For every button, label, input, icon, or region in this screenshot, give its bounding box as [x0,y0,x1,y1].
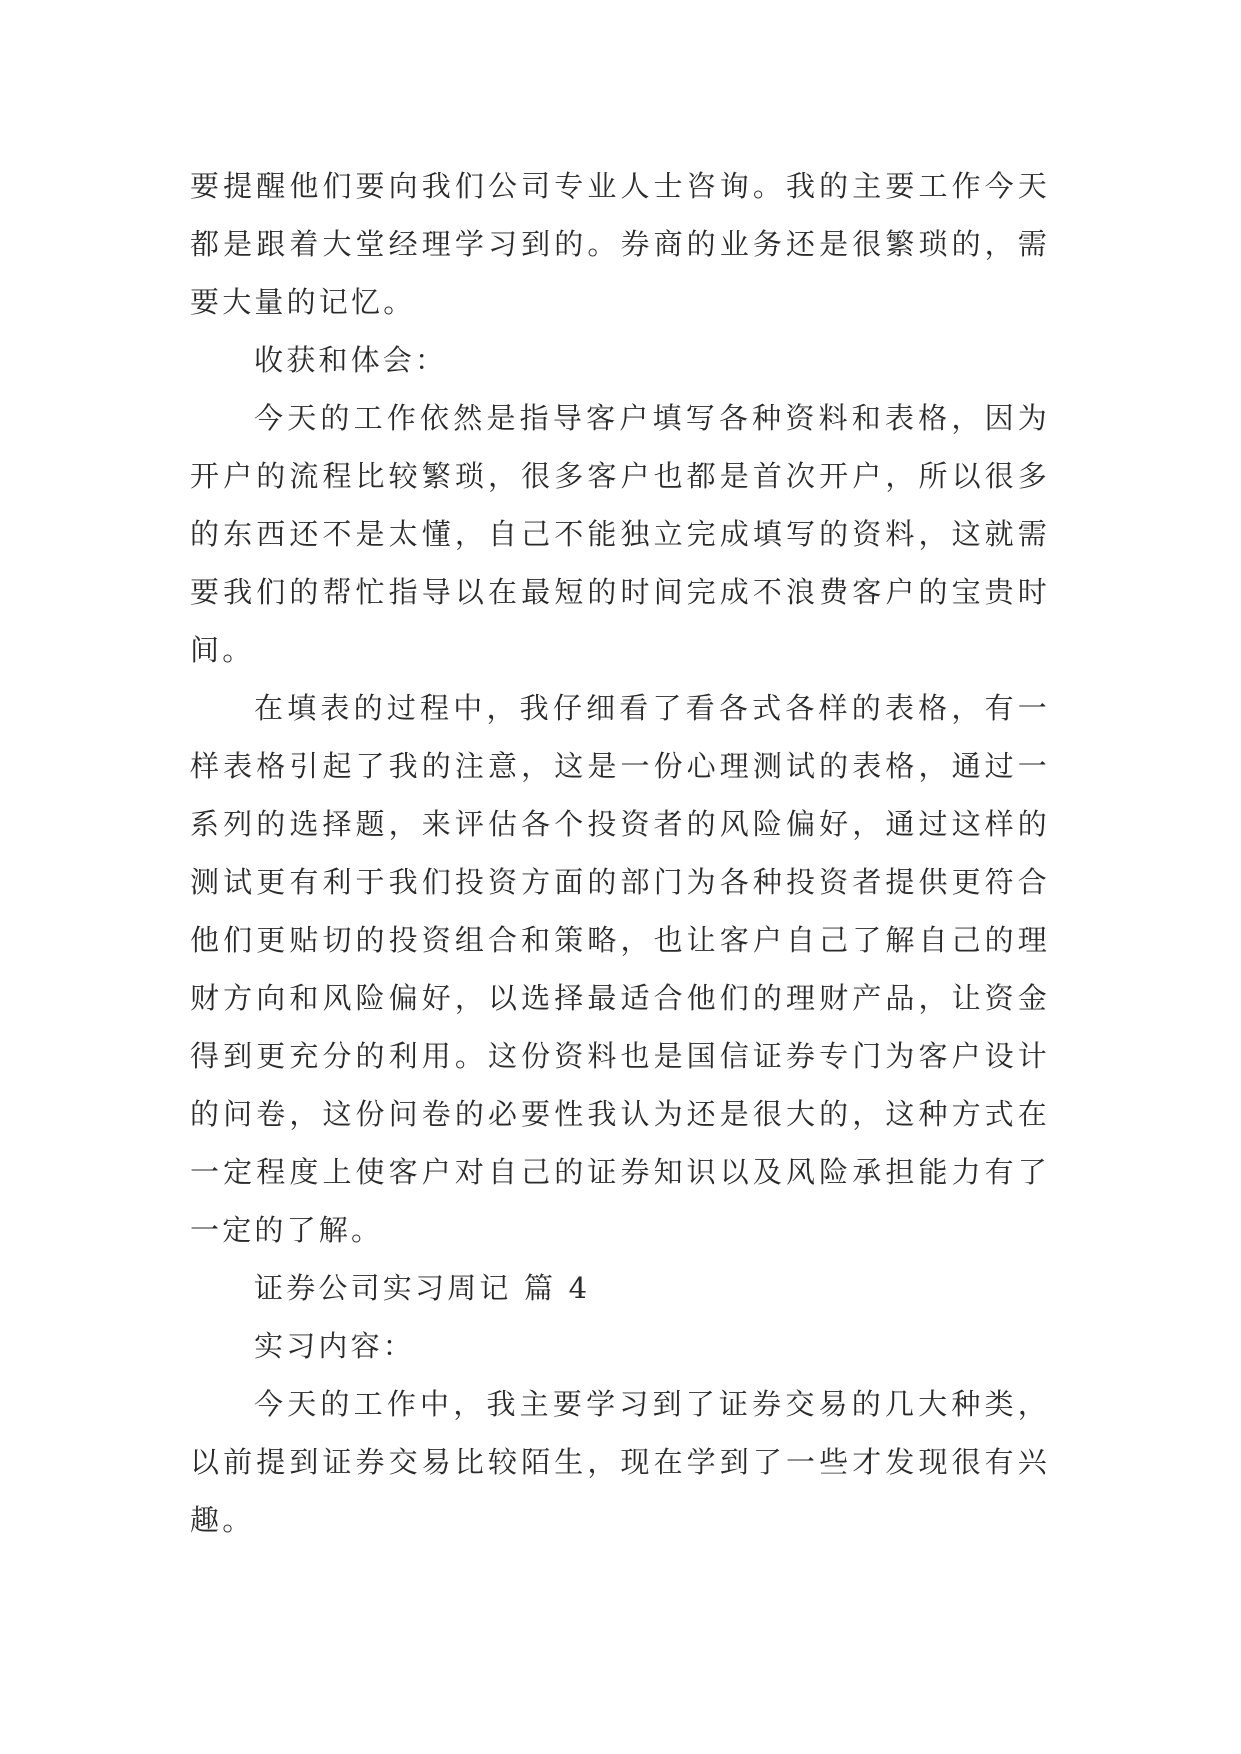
paragraph-risk-questionnaire: 在填表的过程中，我仔细看了看各式各样的表格，有一样表格引起了我的注意，这是一份心理测试的表格，通过一系列的选择题，来评估各个投资者的风险偏好，通过这样的测试更有利于我们投资方面的部门为各种投资者提供更符合他们更贴切的投资组合和策略，也让客户自己了解自己的理财方向和风险偏好，以选择最适合他们的理财产品，让资金得到更充分的利用。这份资料也是国信证券专门为客户设计的问卷，这份问卷的必要性我认为还是很大的，这种方式在一定程度上使客户对自己的证券知识以及风险承担能力有了一定的了解。 [190,691,1050,1247]
section-heading-gains: 收获和体会： [254,343,448,377]
document-body [190,157,1050,1549]
article-title: 证券公司实习周记 篇 4 [254,1271,591,1305]
section-heading-content: 实习内容： [254,1329,416,1363]
paragraph-trading-types: 今天的工作中，我主要学习到了证券交易的几大种类，以前提到证券交易比较陌生，现在学到了一些才发现很有兴趣。 [190,1387,1050,1537]
paragraph-continuation: 要提醒他们要向我们公司专业人士咨询。我的主要工作今天都是跟着大堂经理学习到的。券商的业务还是很繁琐的，需要大量的记忆。 [190,169,1050,319]
paragraph-form-guidance: 今天的工作依然是指导客户填写各种资料和表格，因为开户的流程比较繁琐，很多客户也都是首次开户，所以很多的东西还不是太懂，自己不能独立完成填写的资料，这就需要我们的帮忙指导以在最短的时间完成不浪费客户的宝贵时间。 [190,401,1050,667]
